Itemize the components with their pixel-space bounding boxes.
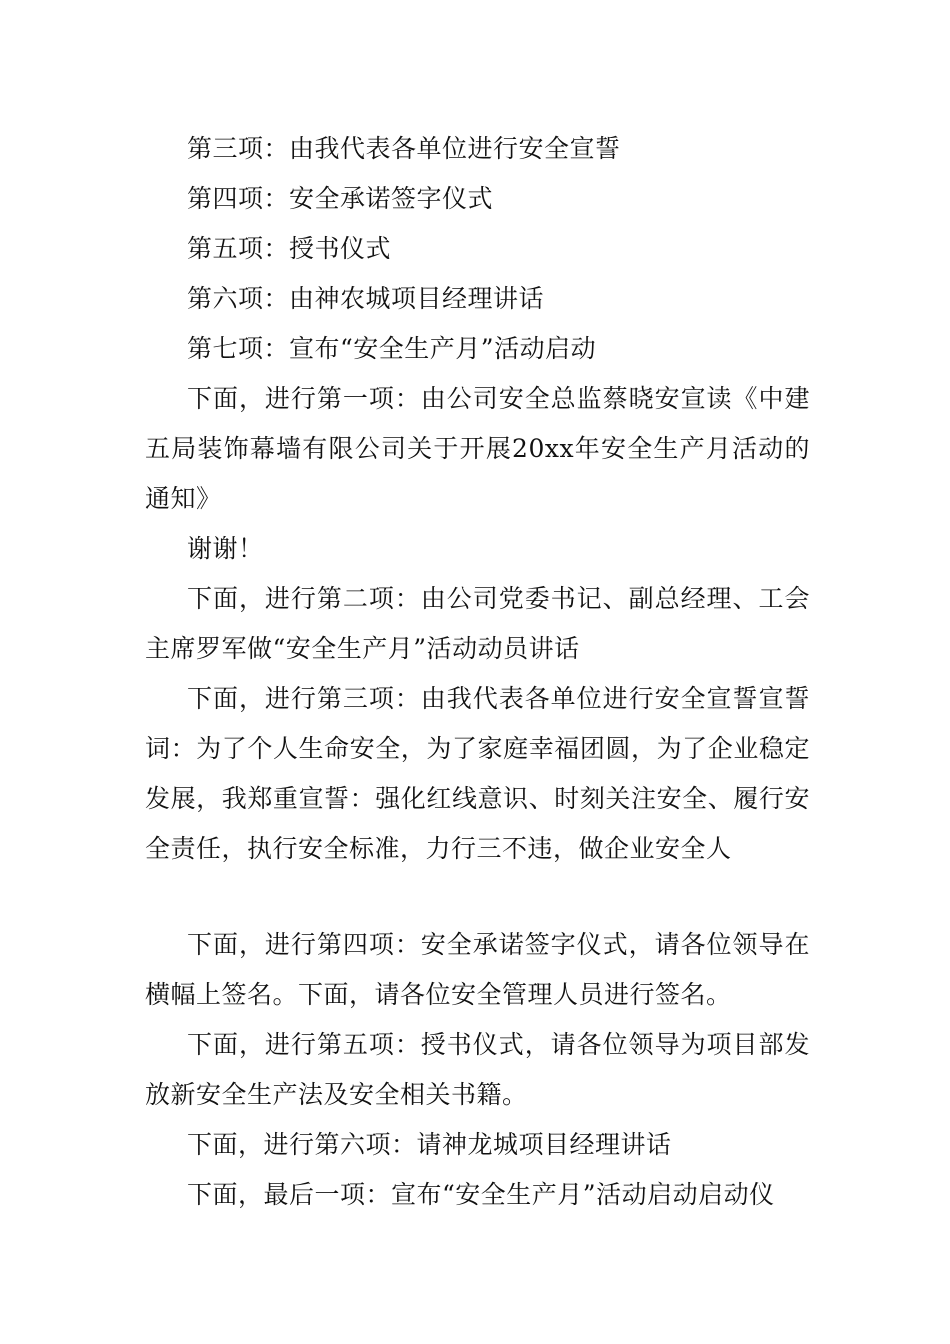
paragraph-step-4: 下面，进行第四项：安全承诺签字仪式，请各位领导在横幅上签名。下面，请各位安全管理人员进行签名。 xyxy=(145,930,810,1009)
paragraph-step-6: 下面，进行第六项：请神龙城项目经理讲话 xyxy=(187,1130,672,1159)
paragraph-final-step: 下面，最后一项：宣布“安全生产月”活动启动启动仪 xyxy=(187,1180,775,1209)
text-block-upper xyxy=(145,124,810,874)
text-block-lower xyxy=(145,920,810,1220)
paragraph-step-3-oath: 下面，进行第三项：由我代表各单位进行安全宣誓宣誓词：为了个人生命安全，为了家庭幸福团圆，为了企业稳定发展，我郑重宣誓：强化红线意识、时刻关注安全、履行安全责任，执行安全标准，力行三不违，做企业安全人 xyxy=(145,684,810,863)
paragraph-item-6: 第六项：由神农城项目经理讲话 xyxy=(187,284,545,313)
paragraph-thanks: 谢谢！ xyxy=(187,534,264,563)
paragraph-item-5: 第五项：授书仪式 xyxy=(187,234,392,263)
paragraph-step-5: 下面，进行第五项：授书仪式，请各位领导为项目部发放新安全生产法及安全相关书籍。 xyxy=(145,1030,810,1109)
paragraph-item-7: 第七项：宣布“安全生产月”活动启动 xyxy=(187,334,597,363)
paragraph-step-1: 下面，进行第一项：由公司安全总监蔡晓安宣读《中建五局装饰幕墙有限公司关于开展20xx年安全生产月活动的通知》 xyxy=(145,384,810,513)
paragraph-item-3: 第三项：由我代表各单位进行安全宣誓 xyxy=(187,134,621,163)
paragraph-step-2: 下面，进行第二项：由公司党委书记、副总经理、工会主席罗军做“安全生产月”活动动员讲话 xyxy=(145,584,810,663)
paragraph-item-4: 第四项：安全承诺签字仪式 xyxy=(187,184,494,213)
